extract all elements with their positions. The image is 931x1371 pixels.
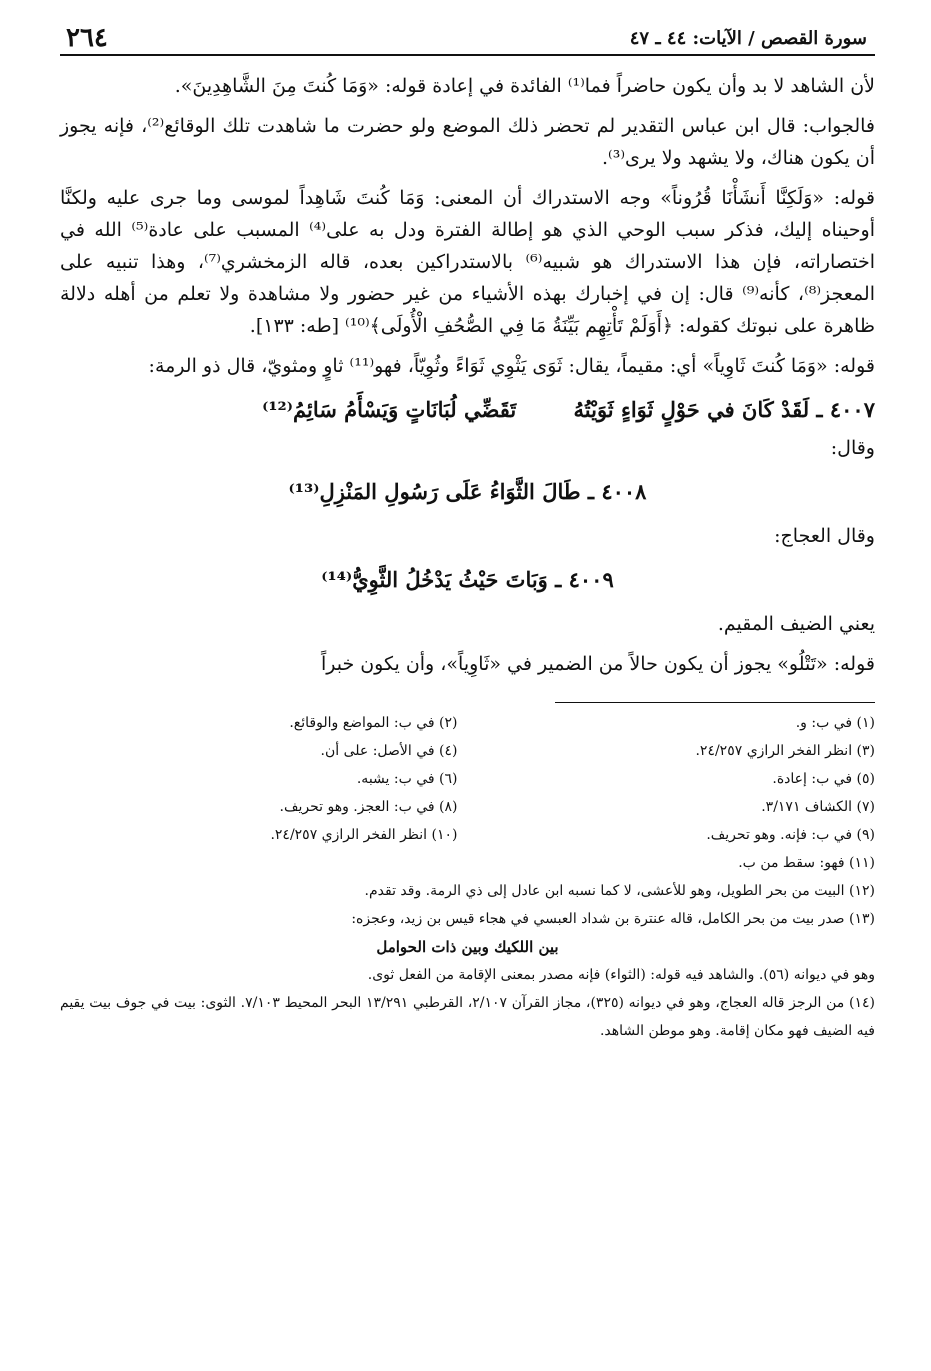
footnote: (٣) انظر الفخر الرازي ٢٤/٢٥٧. <box>695 743 875 759</box>
footnote: (١٠) انظر الفخر الرازي ٢٤/٢٥٧. <box>270 827 458 843</box>
footnotes <box>60 709 875 1045</box>
paragraph: لأن الشاهد لا بد وأن يكون حاضراً فما⁽¹⁾ الفائدة في إعادة قوله: «وَمَا كُنتَ مِنَ الشَّاهِدِينَ». <box>174 75 875 97</box>
main-text <box>60 70 875 680</box>
verse-second-hemistich: تَقَضِّي لُبَانَاتٍ وَيَسْأَمُ سَائِمُ⁽¹²⁾ <box>262 397 517 422</box>
footnote: (٨) في ب: العجز. وهو تحريف. <box>279 799 458 815</box>
footnote-continuation: وهو في ديوانه (٥٦). والشاهد فيه قوله: (الثواء) فإنه مصدر بمعنى الإقامة من الفعل ثوى. <box>367 967 875 983</box>
page-header <box>60 16 875 60</box>
footnote: (١) في ب: و. <box>795 715 875 731</box>
paragraph: قوله: «وَمَا كُنتَ ثَاوِياً» أي: مقيماً، يقال: ثَوَى يَثْوِي ثَوَاءً وثُوِيّاً، فهو⁽¹¹⁾ ثاوٍ ومثويّ، قال ذو الرمة: <box>148 355 875 377</box>
book-page <box>60 16 875 1356</box>
poem-verse-4007 <box>60 390 875 430</box>
footnote-grid <box>60 709 875 849</box>
footnote: (١٢) البيت من بحر الطويل، وهو للأعشى، لا كما نسبه ابن عادل إلى ذي الرمة. وقد تقدم. <box>364 883 875 899</box>
paragraph: فالجواب: قال ابن عباس التقدير لم تحضر ذلك الموضع ولو حضرت ما شاهدت تلك الوقائع⁽²⁾، فإنه يجوز أن يكون هناك، ولا يشهد ولا يرى⁽³⁾. <box>60 115 875 169</box>
footnote: (٤) في الأصل: على أن. <box>320 743 458 759</box>
footnote: (٢) في ب: المواضع والوقائع. <box>289 715 458 731</box>
footnote: (٥) في ب: إعادة. <box>772 771 875 787</box>
poem-verse-4008: ٤٠٠٨ ـ طَالَ الثَّوَاءُ عَلَى رَسُولِ المَنْزِلِ⁽¹³⁾ <box>288 479 647 504</box>
paragraph: وقال العجاج: <box>774 525 875 547</box>
page-number: ٢٦٤ <box>66 23 108 53</box>
paragraph: قوله: «تَتْلُو» يجوز أن يكون حالاً من الضمير في «ثَاوِياً»، وأن يكون خبراً <box>320 653 875 675</box>
footnote: (٧) الكشاف ٣/١٧١. <box>761 799 875 815</box>
poem-verse-4009: ٤٠٠٩ ـ وَبَاتَ حَيْثُ يَدْخُلُ الثَّوِيُّ⁽¹⁴⁾ <box>321 567 614 592</box>
footnote: (٦) في ب: يشبه. <box>356 771 458 787</box>
footnote: (٩) في ب: فإنه. وهو تحريف. <box>706 827 875 843</box>
footnote-separator <box>555 702 875 703</box>
footnote: (١٣) صدر بيت من بحر الكامل، قاله عنترة بن شداد العبسي في هجاء قيس بن زيد، وعجزه: <box>351 911 875 927</box>
footnote: (١١) فهو: سقط من ب. <box>738 855 875 871</box>
footnote-verse: بين اللكيك وبين ذات الحوامل <box>376 938 559 956</box>
footnote: (١٤) من الرجز قاله العجاج، وهو في ديوانه (٣٢٥)، مجاز القرآن ٢/١٠٧، القرطبي ١٣/٢٩١ البحر المحيط ٧/١٠٣. الثوى: بيت في جوف بيت يقيم فيه الضيف فهو مكان إقامة. وهو موطن الشاهد. <box>60 995 875 1039</box>
header-rule <box>60 54 875 56</box>
running-title: سورة القصص / الآيات: ٤٤ ـ ٤٧ <box>630 28 875 49</box>
paragraph: يعني الضيف المقيم. <box>717 613 875 635</box>
verse-first-hemistich: ٤٠٠٧ ـ لَقَدْ كَانَ في حَوْلٍ ثَوَاءٍ ثَوَيْتُهُ <box>573 397 875 422</box>
paragraph: قوله: «وَلَكِنَّا أَنشَأْنَا قُرُوناً» وجه الاستدراك أن المعنى: وَمَا كُنتَ شَاهِداً لموسى وما جرى عليه ولكنَّا أوحيناه إليك، فذكر سبب الوحي الذي هو إطالة الفترة ودل به على⁽⁴⁾ المسبب على عادة⁽⁵⁾ الله في اختصاراته، فإن هذا الاستدراك هو شبيه⁽⁶⁾ بالاستدراكين بعده، قاله الزمخشري⁽⁷⁾، وهذا تنبيه على المعجز⁽⁸⁾، كأنه⁽⁹⁾ قال: إن في إخبارك بهذه الأشياء من غير حضور ولا مشاهدة ولا تعلم من أهله دلالة ظاهرة على نبوتك كقوله: ﴿أَوَلَمْ تَأْتِهِم بَيِّنَةُ مَا فِي الصُّحُفِ الْأُولَى﴾⁽¹⁰⁾ [طه: ١٣٣]. <box>60 187 875 337</box>
paragraph: وقال: <box>830 437 875 459</box>
